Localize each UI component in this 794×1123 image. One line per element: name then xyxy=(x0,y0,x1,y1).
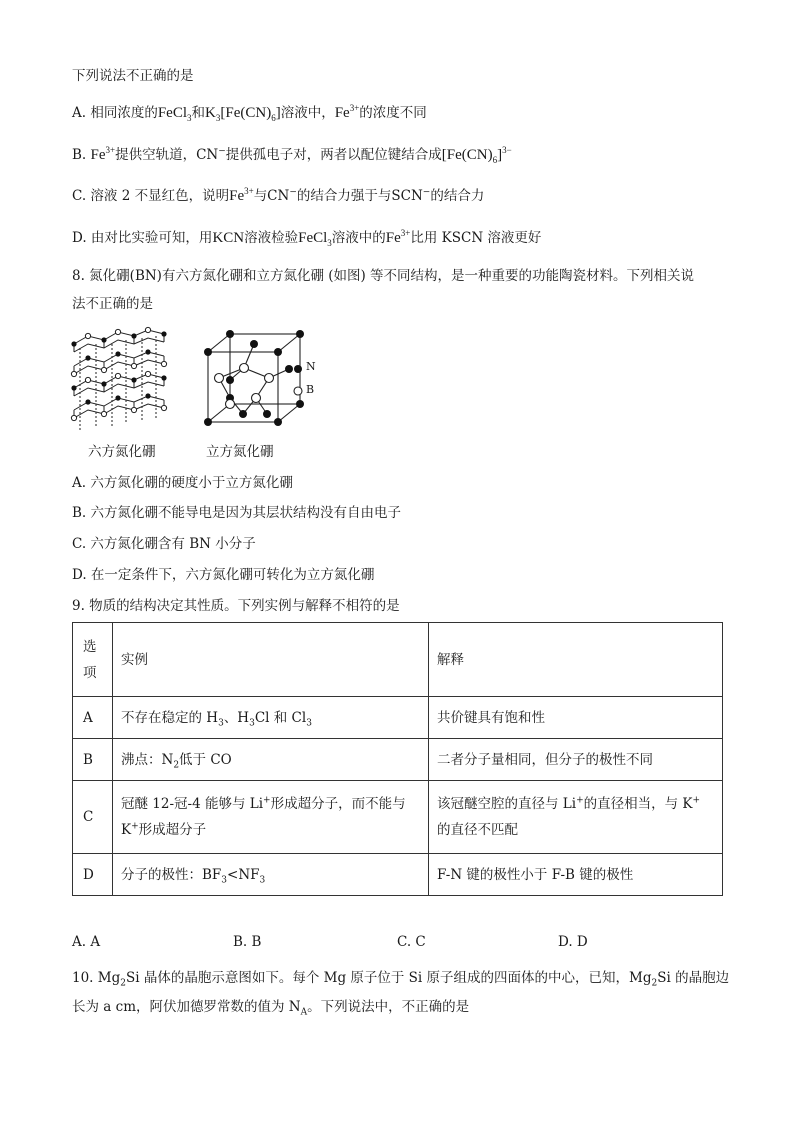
row-explanation: 该冠醚空腔的直径与 Li+的直径相当，与 K+ 的直径不匹配 xyxy=(429,781,723,854)
table-row xyxy=(73,854,723,896)
legend-n-label: N xyxy=(306,360,316,373)
legend-b-marker xyxy=(294,387,302,395)
row-example: 沸点：$N_2$低于 CO xyxy=(113,739,429,781)
q9-answer-c: C. C xyxy=(397,934,426,950)
q8-option-a: A. 六方氮化硼的硬度小于立方氮化硼 xyxy=(72,475,293,491)
row-explanation: F-N 键的极性小于 F-B 键的极性 xyxy=(429,854,723,896)
row-option: A xyxy=(73,697,113,739)
q9-answer-b: B. B xyxy=(233,934,262,950)
q8-stem-line2: 法不正确的是 xyxy=(72,296,153,312)
q7-option-d: D. 由对比实验可知，用KCN溶液检验FeCl$_3$溶液中的$Fe^{3+}$比用 KSCN 溶液更好 xyxy=(72,228,542,248)
q8-option-b: B. 六方氮化硼不能导电是因为其层状结构没有自由电子 xyxy=(72,505,402,521)
legend-b-label: B xyxy=(306,383,315,396)
row-option: D xyxy=(73,854,113,896)
q9-answer-d: D. D xyxy=(558,934,588,950)
q9-answer-a: A. A xyxy=(72,934,101,950)
row-option: B xyxy=(73,739,113,781)
header-example: 实例 xyxy=(113,623,429,697)
table-header-row xyxy=(73,623,723,697)
row-option: C xyxy=(73,781,113,854)
q7-option-a: A. 相同浓度的FeCl$_3$和$K_3[Fe(CN)_6]$溶液中，$Fe^{3+}$的浓度不同 xyxy=(72,103,427,123)
q8-option-c: C. 六方氮化硼含有 BN 小分子 xyxy=(72,536,256,552)
header-explanation: 解释 xyxy=(429,623,723,697)
q7-stem: 下列说法不正确的是 xyxy=(72,68,194,84)
q10-stem-line1: 10. $Mg_2Si$ 晶体的晶胞示意图如下。每个 Mg 原子位于 Si 原子组成的四面体的中心，已知，$Mg_2Si$ 的晶胞边 xyxy=(72,970,730,989)
table-row xyxy=(73,697,723,739)
legend-n-marker xyxy=(294,365,302,373)
q9-stem: 9. 物质的结构决定其性质。下列实例与解释不相符的是 xyxy=(72,598,400,614)
q10-stem-line2: 长为 a cm，阿伏加德罗常数的值为 $N_A$。下列说法中，不正确的是 xyxy=(72,999,470,1018)
table-row xyxy=(73,739,723,781)
q9-table xyxy=(72,622,723,896)
cubic-bn-diagram xyxy=(204,330,304,426)
q7-option-b: B. $Fe^{3+}$提供空轨道，CN−提供孤电子对，两者以配位键结合成$[Fe(CN)_6]^{3-}$ xyxy=(72,145,512,165)
row-explanation: 二者分子量相同，但分子的极性不同 xyxy=(429,739,723,781)
header-option: 选 项 xyxy=(73,623,113,697)
row-example: 不存在稳定的 $H_3$、$H_3Cl$ 和 $Cl_3$ xyxy=(113,697,429,739)
hexagonal-bn-diagram xyxy=(71,327,166,430)
row-example: 分子的极性：$BF_3<NF_3$ xyxy=(113,854,429,896)
caption-hexagonal-bn: 六方氮化硼 xyxy=(88,444,156,460)
q8-stem-line1: 8. 氮化硼(BN)有六方氮化硼和立方氮化硼 (如图) 等不同结构，是一种重要的功能陶瓷材料。下列相关说 xyxy=(72,268,695,284)
q7-option-c: C. 溶液 2 不显红色，说明$Fe^{3+}$与CN−的结合力强于与SCN−的结合力 xyxy=(72,186,485,204)
q8-option-d: D. 在一定条件下，六方氮化硼可转化为立方氮化硼 xyxy=(72,567,375,583)
table-row xyxy=(73,781,723,854)
caption-cubic-bn: 立方氮化硼 xyxy=(206,444,274,460)
row-explanation: 共价键具有饱和性 xyxy=(429,697,723,739)
row-example: 冠醚 12-冠-4 能够与 Li+形成超分子，而不能与 K+形成超分子 xyxy=(113,781,429,854)
